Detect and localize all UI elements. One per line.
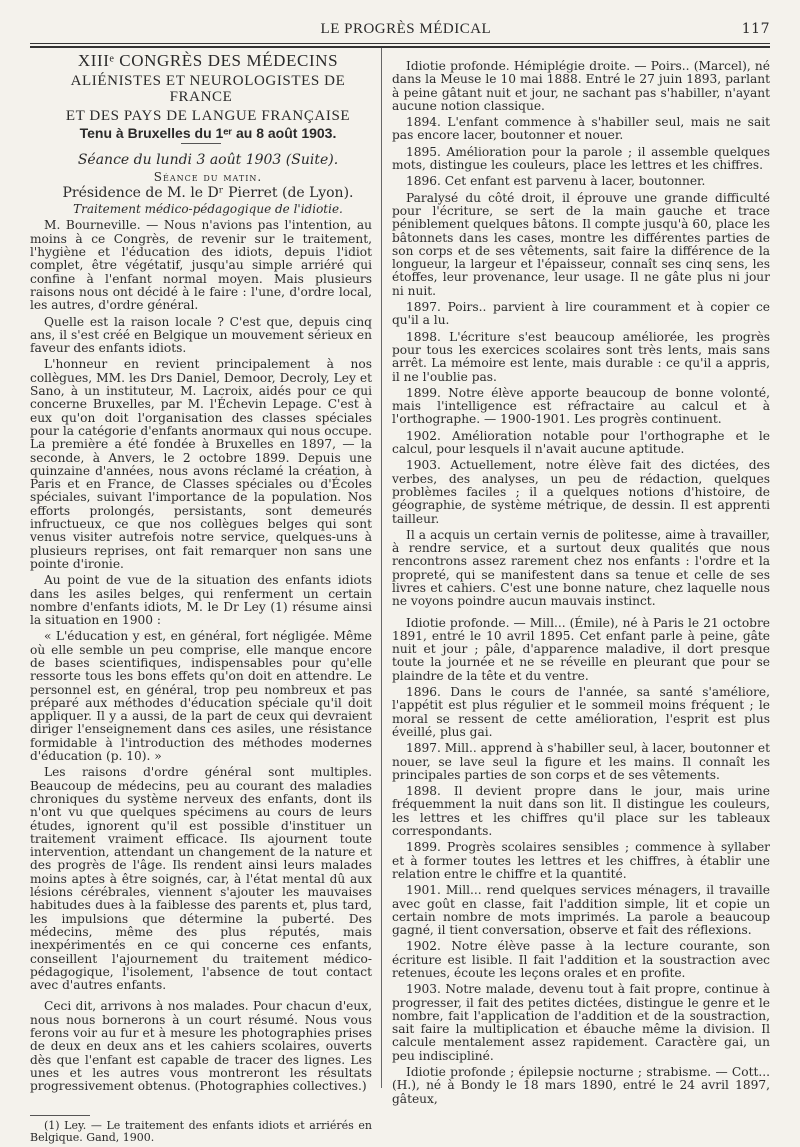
- paragraph: 1903. Notre malade, devenu tout à fait propre, continue à progresser, il fait des petites dictées, distingue le genre et le nombre, fait l'application de l'addition et de la soustraction, sait faire la multiplication et ébauche même la division. Il calcule mentalement assez rapidement. Caractère gai, un peu indiscipliné.: [392, 982, 770, 1063]
- paragraph: 1898. L'écriture s'est beaucoup améliorée, les progrès pour tous les exercices scolaires sont très lents, mais sans arrêt. La mémoire est lente, mais durable : ce qu'il a appris, il ne l'oublie pas.: [392, 329, 770, 384]
- paragraph: 1902. Amélioration notable pour l'orthographe et le calcul, pour lesquels il n'avait aucune aptitude.: [392, 428, 770, 457]
- journal-title: LE PROGRÈS MÉDICAL: [320, 20, 492, 37]
- congress-subtitle-1: ALIÉNISTES ET NEUROLOGISTES DE FRANCE: [70, 73, 346, 105]
- footnote-rule: [30, 1115, 90, 1116]
- paragraph: 1897. Poirs.. parvient à lire couramment et à copier ce qu'il a lu.: [392, 300, 770, 328]
- paragraph: 1899. Progrès scolaires sensibles ; commence à syllaber et à former toutes les lettres et les chiffres, à établir une relation entre le chiffre et la quantité.: [392, 840, 770, 881]
- page-number: 117: [741, 21, 770, 37]
- section-divider: [181, 143, 221, 144]
- case-heading-paragraph: Idiotie profonde ; épilepsie nocturne ; strabisme. — Cott... (H.), né à Bondy le 18 mars 1890, entré le 24 avril 1897, gâteux,: [392, 1065, 770, 1106]
- paragraph: Au point de vue de la situation des enfants idiots dans les asiles belges, qui renferment un certain nombre d'enfants idiots, M. le Dr Ley (1) résume ainsi la situation en 1900 :: [30, 573, 372, 628]
- topic-title: Traitement médico-pédagogique de l'idiotie.: [73, 202, 343, 217]
- footnote: (1) Ley. — Le traitement des enfants idiots et arriérés en Belgique. Gand, 1900.: [30, 1119, 372, 1145]
- quote-paragraph: « L'éducation y est, en général, fort négligée. Même où elle semble un peu comprise, elle manque encore de bases scientifiques, indispensables pour qu'elle ressorte tous les bons effets qu'on doit en attendre. Le personnel est, en général, trop peu nombreux et pas préparé aux méthodes d'éducation spéciale qu'il doit appliquer. Il y a aussi, de la part de ceux qui devraient diriger l'enseignement dans ces asiles, une résistance formidable à l'introduction des méthodes modernes d'éducation (p. 10). »: [30, 629, 372, 764]
- paragraph: 1896. Dans le cours de l'année, sa santé s'améliore, l'appétit est plus régulier et le sommeil moins fréquent ; le moral se ressent de cette amélioration, l'esprit est plus éveillé, plus gai.: [392, 685, 770, 739]
- right-column: [392, 60, 770, 1109]
- paragraph: Quelle est la raison locale ? C'est que, depuis cinq ans, il s'est créé en Belgique un mouvement sérieux en faveur des enfants idiots.: [30, 314, 372, 356]
- presidency: Présidence de M. le Dʳ Pierret (de Lyon).: [62, 184, 354, 201]
- paragraph: 1903. Actuellement, notre élève fait des dictées, des verbes, des analyses, un peu de rédaction, quelques problèmes faciles ; il a quelques notions d'histoire, de géographie, de système métrique, de dessin. Il est apprenti tailleur.: [392, 458, 770, 526]
- session-title: Séance du lundi 3 août 1903 (Suite).: [77, 152, 339, 169]
- running-header: [30, 18, 770, 40]
- paragraph: 1899. Notre élève apporte beaucoup de bonne volonté, mais l'intelligence est réfractaire au calcul et à l'orthographe. — 1900-1901. Les progrès continuent.: [392, 385, 770, 427]
- column-divider: [381, 48, 382, 1088]
- paragraph: 1901. Mill... rend quelques services ménagers, il travaille avec goût en classe, fait l'addition simple, lit et copie un certain nombre de mots imprimés. La parole a beaucoup gagné, il tient conversation, observe et fait des réflexions.: [392, 883, 770, 938]
- congress-dates: Tenu à Bruxelles du 1ᵉʳ au 8 août 1903.: [79, 125, 337, 141]
- paragraph: 1894. L'enfant commence à s'habiller seul, mais ne sait pas encore lacer, boutonner et nouer.: [392, 115, 770, 143]
- header-rule-thick: [30, 46, 770, 48]
- paragraph: 1895. Amélioration pour la parole ; il assemble quelques mots, distingue les couleurs, place les lettres et les chiffres.: [392, 144, 770, 173]
- paragraph: 1897. Mill.. apprend à s'habiller seul, à lacer, boutonner et nouer, se lave seul la figure et les mains. Il connaît les principales parties de son corps et de ses vêtements.: [392, 741, 770, 782]
- paragraph: Il a acquis un certain vernis de politesse, aime à travailler, à rendre service, et a surtout deux qualités que nous rencontrons assez rarement chez nos enfants : l'ordre et la propreté, qui se manifestent dans sa tenue et celle de ses livres et cahiers. C'est une bonne nature, chez laquelle nous ne voyons poindre aucun mauvais instinct.: [392, 527, 770, 609]
- paragraph: M. Bourneville. — Nous n'avions pas l'intention, au moins à ce Congrès, de revenir sur le traitement, l'hygiène et l'éducation des idiots, depuis l'idiot complet, être végétatif, jusqu'au simple arriéré qui confine à l'enfant normal moyen. Mais plusieurs raisons nous ont décidé à le faire : l'une, d'ordre local, les autres, d'ordre général.: [30, 218, 372, 313]
- session-morning: Séance du matin.: [153, 169, 263, 184]
- case-heading-paragraph: Idiotie profonde. Hémiplégie droite. — Poirs.. (Marcel), né dans la Meuse le 10 mai 1888. Entré le 27 juin 1893, parlant à peine gâtant nuit et jour, ne sachant pas s'habiller, n'ayant aucune notion classique.: [392, 59, 770, 113]
- paragraph: 1896. Cet enfant est parvenu à lacer, boutonner.: [406, 174, 706, 189]
- paragraph: 1898. Il devient propre dans le jour, mais urine fréquemment la nuit dans son lit. Il distingue les couleurs, les lettres et les chiffres qu'il place sur les tableaux correspondants.: [392, 784, 770, 839]
- header-rule: [30, 43, 770, 44]
- case-heading-paragraph: Idiotie profonde. — Mill... (Émile), né à Paris le 21 octobre 1891, entré le 10 avril 1895. Cet enfant parle à peine, gâte nuit et jour ; pâle, d'apparence maladive, il dort presque toute la journée et ne se réveille en pleurant que pour se plaindre de la tête et du ventre.: [392, 615, 770, 683]
- congress-subtitle-2: ET DES PAYS DE LANGUE FRANÇAISE: [65, 108, 351, 124]
- paragraph: Les raisons d'ordre général sont multiples. Beaucoup de médecins, peu au courant des maladies chroniques du système nerveux des enfants, dont ils n'ont vu que quelques spécimens au cours de leurs études, ignorent qu'il est possible d'instituer un traitement vraiment efficace. Ils ajournent toute intervention, attendant un changement de la nature et des progrès de l'âge. Ils rendent ainsi leurs malades moins aptes à être soignés, car, à l'état mental dû aux lésions cérébrales, viennent s'ajouter les mauvaises habitudes dues à la faiblesse des parents et, plus tard, les impulsions que détermine la puberté. Des médecins, même des plus réputés, mais inexpérimentés en ce qui concerne ces enfants, conseillent l'ajournement du traitement médico-pédagogique, l'isolement, l'absence de tout contact avec d'autres enfants.: [30, 765, 372, 993]
- paragraph: L'honneur en revient principalement à nos collègues, MM. les Drs Daniel, Demoor, Decroly, Ley et Sano, à un instituteur, M. Lacroix, aidés pour ce qui concerne Bruxelles, par M. l'Échevin Lepage. C'est à eux qu'on doit l'organisation des classes spéciales pour la catégorie d'enfants anormaux qui nous occupe. La première a été fondée à Bruxelles en 1897, — la seconde, à Anvers, le 2 octobre 1899. Depuis une quinzaine d'années, nous avons réclamé la création, à Paris et en France, de Classes spéciales ou d'Écoles spéciales, suivant l'importance de la population. Nos efforts prolongés, persistants, sont demeurés infructueux, ce que nos collègues belges qui sont venus visiter autrefois notre service, quelques-uns à plusieurs reprises, ont fait remarquer non sans une pointe d'ironie.: [30, 357, 372, 571]
- congress-title: XIIIᵉ CONGRÈS DES MÉDECINS: [77, 51, 339, 70]
- paragraph: Ceci dit, arrivons à nos malades. Pour chacun d'eux, nous nous bornerons à un court résumé. Nous vous ferons voir au fur et à mesure les photographies prises de deux en deux ans et les cahiers scolaires, ouverts dès que l'enfant est capable de tracer des lignes. Les unes et les autres vous montreront les résultats progressivement obtenus. (Photographies collectives.): [30, 999, 372, 1094]
- paragraph: 1902. Notre élève passe à la lecture courante, son écriture est lisible. Il fait l'addition et la soustraction avec retenues, écoute les leçons orales et en profite.: [392, 939, 770, 980]
- paragraph: Paralysé du côté droit, il éprouve une grande difficulté pour l'écriture, se sert de la main gauche et trace péniblement quelques bâtons. Il compte jusqu'à 60, place les bâtonnets dans les cases, montre les différentes parties de son corps et de ses vêtements, sait faire la différence de la longueur, la largeur et l'épaisseur, connaît ses cinq sens, les étoffes, leur provenance, leur usage. Il ne gâte plus ni jour ni nuit.: [392, 190, 770, 298]
- left-column: [30, 52, 372, 1147]
